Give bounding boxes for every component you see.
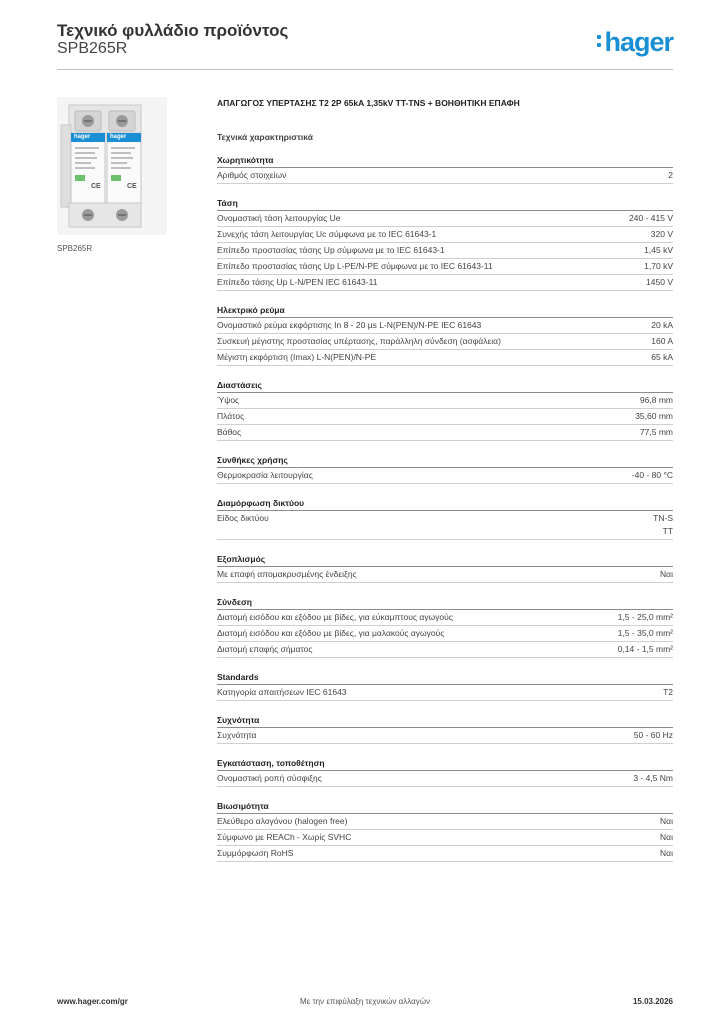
spec-value: 77,5 mm — [639, 427, 673, 437]
section-title: Βιωσιμότητα — [217, 799, 673, 814]
image-brand-label-2: hager — [110, 134, 127, 140]
spec-row — [217, 425, 673, 441]
spec-section — [217, 552, 673, 583]
spec-row — [217, 334, 673, 350]
spec-value: Ναι — [660, 832, 673, 842]
spec-section — [217, 670, 673, 701]
spec-section — [217, 756, 673, 787]
spec-label: Ελεύθερο αλογόνου (halogen free) — [217, 816, 348, 826]
section-title: Τάση — [217, 196, 673, 211]
spec-label: Διατομή εισόδου και εξόδου με βίδες, για μαλακούς αγωγούς — [217, 628, 445, 638]
spec-row — [217, 626, 673, 642]
spec-value: T2 — [663, 687, 673, 697]
document-title: Τεχνικό φυλλάδιο προϊόντος — [57, 21, 289, 40]
spec-section — [217, 713, 673, 744]
section-title: Ηλεκτρικό ρεύμα — [217, 303, 673, 318]
spec-label: Με επαφή απομακρυσμένης ένδειξης — [217, 569, 357, 579]
spec-label: Σύμφωνο με REACh - Χωρίς SVHC — [217, 832, 352, 842]
section-title: Συχνότητα — [217, 713, 673, 728]
spec-section — [217, 799, 673, 862]
spec-label: Μέγιστη εκφόρτιση (Imax) L-N(PEN)/N-PE — [217, 352, 377, 362]
spec-row — [217, 846, 673, 862]
spec-section — [217, 196, 673, 291]
spec-value: 1,70 kV — [644, 261, 673, 271]
spec-row — [217, 350, 673, 366]
spec-row — [217, 468, 673, 484]
spec-row — [217, 511, 673, 540]
spec-row — [217, 610, 673, 626]
spec-row — [217, 318, 673, 334]
spec-row — [217, 728, 673, 744]
spec-value: Ναι — [660, 816, 673, 826]
spec-section — [217, 303, 673, 366]
spec-label: Κατηγορία απαιτήσεων IEC 61643 — [217, 687, 347, 697]
spec-value: 20 kA — [651, 320, 673, 330]
spec-value: 96,8 mm — [639, 395, 673, 405]
spec-value: Ναι — [660, 569, 673, 579]
spec-row — [217, 814, 673, 830]
spec-row — [217, 685, 673, 701]
spec-section — [217, 153, 673, 184]
spec-label: Διατομή επαφής σήματος — [217, 644, 313, 654]
spec-value: 1,5 - 25,0 mm² — [617, 612, 673, 622]
spec-row — [217, 243, 673, 259]
section-title: Standards — [217, 670, 673, 685]
spec-label: Ονομαστικό ρεύμα εκφόρτισης In 8 - 20 µs L-N(PEN)/N-PE IEC 61643 — [217, 320, 482, 330]
spec-value: 0,14 - 1,5 mm² — [617, 644, 673, 654]
spec-label: Επίπεδο τάσης Up L-N/PEN IEC 61643-11 — [217, 277, 378, 287]
spec-content — [217, 96, 673, 874]
spec-row — [217, 275, 673, 291]
spec-label: Επίπεδο προστασίας τάσης Up σύμφωνα με το IEC 61643-1 — [217, 245, 445, 255]
spec-value: 2 — [668, 170, 673, 180]
image-brand-label: hager — [74, 134, 91, 140]
spec-value: 50 - 60 Hz — [633, 730, 673, 740]
section-title: Διαμόρφωση δικτύου — [217, 496, 673, 511]
spec-label: Επίπεδο προστασίας τάσης Up L-PE/N-PE σύμφωνα με το IEC 61643-11 — [217, 261, 493, 271]
spec-label: Ονομαστική ροπή σύσφιξης — [217, 773, 322, 783]
section-title: Διαστάσεις — [217, 378, 673, 393]
spec-value: 1,5 - 35,0 mm² — [617, 628, 673, 638]
spec-label: Θερμοκρασία λειτουργίας — [217, 470, 313, 480]
image-ce-mark-2: CE — [127, 183, 137, 190]
spec-label: Συνεχής τάση λειτουργίας Uc σύμφωνα με το IEC 61643-1 — [217, 229, 437, 239]
product-heading: ΑΠΑΓΩΓΟΣ ΥΠΕΡΤΑΣΗΣ Τ2 2Ρ 65kA 1,35kV TT-TNS + ΒΟΗΘΗΤΙΚΗ ΕΠΑΦΗ — [217, 98, 520, 108]
spec-label: Πλάτος — [217, 411, 245, 421]
spec-section — [217, 496, 673, 540]
spec-value: 65 kA — [651, 352, 673, 362]
spec-label: Ονομαστική τάση λειτουργίας Ue — [217, 213, 341, 223]
image-caption: SPB265R — [57, 244, 93, 253]
spec-value: 240 - 415 V — [629, 213, 673, 223]
hager-logo — [597, 27, 673, 58]
section-title: Σύνδεση — [217, 595, 673, 610]
spec-row — [217, 168, 673, 184]
spec-section — [217, 595, 673, 658]
section-title: Εξοπλισμός — [217, 552, 673, 567]
spec-section — [217, 453, 673, 484]
logo-text: hager — [604, 27, 673, 57]
spec-row — [217, 642, 673, 658]
spec-label: Αριθμός στοιχείων — [217, 170, 287, 180]
spec-row — [217, 409, 673, 425]
spec-row — [217, 211, 673, 227]
spec-label: Διατομή εισόδου και εξόδου με βίδες, για εύκαμπτους αγωγούς — [217, 612, 453, 622]
footer-disclaimer: Με την επιφύλαξη τεχνικών αλλαγών — [300, 997, 430, 1006]
spec-value: 35,60 mm — [635, 411, 673, 421]
spec-label: Συμμόρφωση RoHS — [217, 848, 294, 858]
spec-row — [217, 227, 673, 243]
spec-label: Ύψος — [217, 395, 240, 405]
spec-value: 320 V — [650, 229, 673, 239]
spec-value: Ναι — [660, 848, 673, 858]
surge-arrester-illustration — [57, 97, 167, 235]
spec-row — [217, 567, 673, 583]
spec-section — [217, 378, 673, 441]
spec-row — [217, 771, 673, 787]
spec-value: -40 - 80 °C — [631, 470, 673, 480]
section-title: Εγκατάσταση, τοποθέτηση — [217, 756, 673, 771]
spec-row — [217, 393, 673, 409]
product-image — [57, 97, 167, 235]
page-header — [57, 21, 673, 70]
footer-date: 15.03.2026 — [632, 997, 673, 1006]
spec-sections — [217, 153, 673, 862]
image-ce-mark: CE — [91, 183, 101, 190]
spec-value: 1450 V — [646, 277, 673, 287]
spec-row — [217, 830, 673, 846]
spec-value: 160 A — [651, 336, 673, 346]
spec-label: Συσκευή μέγιστης προστασίας υπέρτασης, παράλληλη σύνδεση (ασφάλεια) — [217, 336, 501, 346]
footer-website: www.hager.com/gr — [57, 997, 128, 1006]
spec-value: 3 - 4,5 Nm — [633, 773, 673, 783]
features-heading: Τεχνικά χαρακτηριστικά — [217, 132, 313, 142]
logo-dots-icon — [597, 32, 602, 50]
spec-value: 1,45 kV — [644, 245, 673, 255]
spec-value: TN-S TT — [653, 513, 673, 536]
spec-label: Βάθος — [217, 427, 242, 437]
product-code: SPB265R — [57, 40, 128, 57]
section-title: Χωρητικότητα — [217, 153, 673, 168]
spec-label: Συχνότητα — [217, 730, 257, 740]
spec-label: Είδος δικτύου — [217, 513, 269, 523]
spec-row — [217, 259, 673, 275]
section-title: Συνθήκες χρήσης — [217, 453, 673, 468]
